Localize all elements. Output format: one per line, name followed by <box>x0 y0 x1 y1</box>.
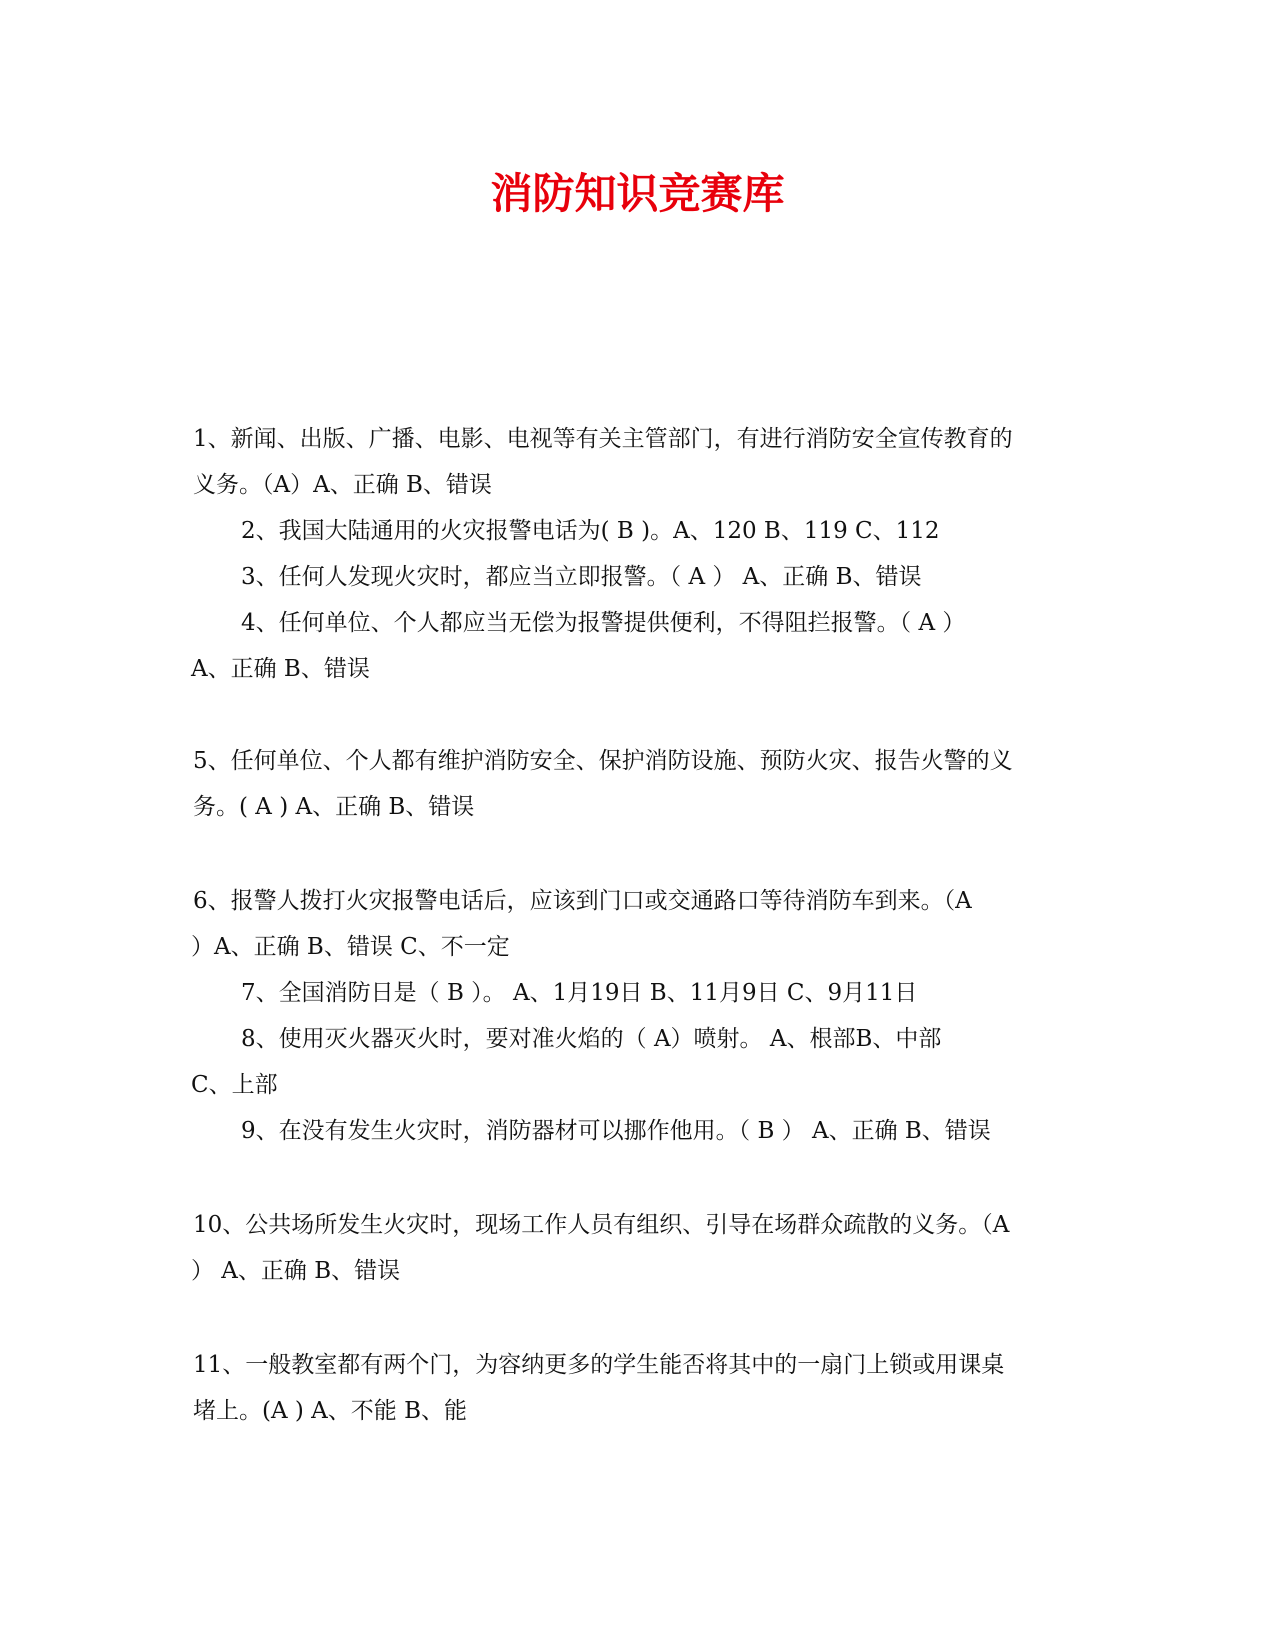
question-11-line-2: 堵上。(A ) A、不能 B、能 <box>193 1398 468 1424</box>
question-1-line-2: 义务。（A）A、正确 B、错误 <box>193 472 492 498</box>
question-8-line-1: 8、使用灭火器灭火时，要对准火焰的（ A）喷射。 A、根部B、中部 <box>241 1026 942 1052</box>
question-5-line-2: 务。( A ) A、正确 B、错误 <box>193 794 475 820</box>
question-9: 9、在没有发生火灾时，消防器材可以挪作他用。（ B ） A、正确 B、错误 <box>241 1118 991 1144</box>
question-2: 2、我国大陆通用的火灾报警电话为( B )。A、120 B、119 C、112 <box>241 518 940 544</box>
question-8-line-2: C、上部 <box>191 1072 278 1098</box>
document-title: 消防知识竞赛库 <box>490 169 785 218</box>
question-6-line-1: 6、报警人拨打火灾报警电话后，应该到门口或交通路口等待消防车到来。（A <box>193 888 972 914</box>
question-1-line-1: 1、新闻、出版、广播、电影、电视等有关主管部门，有进行消防安全宣传教育的 <box>193 426 1013 452</box>
question-6-line-2: ）A、正确 B、错误 C、不一定 <box>191 934 510 960</box>
question-4-line-1: 4、任何单位、个人都应当无偿为报警提供便利，不得阻拦报警。（ A ） <box>241 610 966 636</box>
question-4-line-2: A、正确 B、错误 <box>191 656 370 682</box>
question-10-line-2: ） A、正确 B、错误 <box>191 1258 401 1284</box>
question-7: 7、全国消防日是（ B ）。 A、1月19日 B、11月9日 C、9月11日 <box>241 980 918 1006</box>
question-11-line-1: 11、一般教室都有两个门，为容纳更多的学生能否将其中的一扇门上锁或用课桌 <box>193 1352 1005 1378</box>
question-3: 3、任何人发现火灾时，都应当立即报警。（ A ） A、正确 B、错误 <box>241 564 922 590</box>
question-5-line-1: 5、任何单位、个人都有维护消防安全、保护消防设施、预防火灾、报告火警的义 <box>193 748 1013 774</box>
question-10-line-1: 10、公共场所发生火灾时，现场工作人员有组织、引导在场群众疏散的义务。（A <box>193 1212 1010 1238</box>
